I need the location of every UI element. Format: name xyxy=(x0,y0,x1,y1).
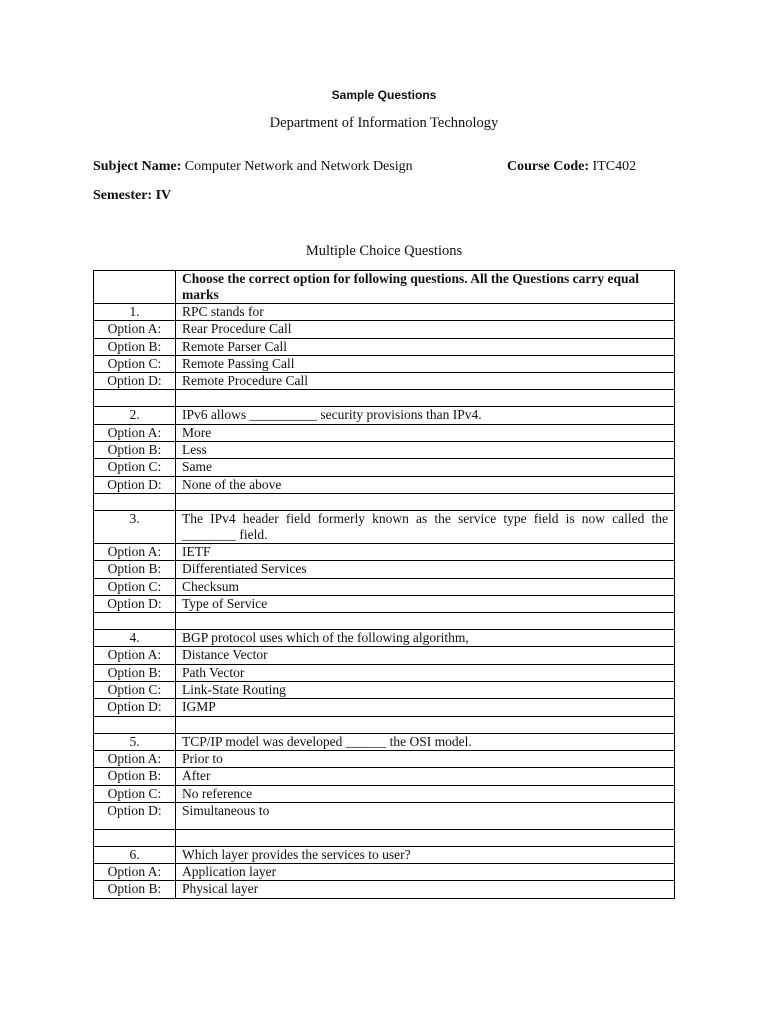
option-row xyxy=(94,699,675,716)
option-label: Option B: xyxy=(94,664,176,681)
option-label: Option B: xyxy=(94,442,176,459)
question-row xyxy=(94,510,675,543)
option-text: More xyxy=(176,424,675,441)
option-label: Option D: xyxy=(94,595,176,612)
question-number: 1. xyxy=(94,304,176,321)
option-text: Rear Procedure Call xyxy=(176,321,675,338)
option-text: Simultaneous to xyxy=(176,802,675,829)
option-label: Option D: xyxy=(94,699,176,716)
option-row xyxy=(94,785,675,802)
option-label: Option B: xyxy=(94,561,176,578)
option-row xyxy=(94,561,675,578)
option-label: Option C: xyxy=(94,578,176,595)
option-text: Same xyxy=(176,459,675,476)
question-row xyxy=(94,846,675,863)
spacer-row xyxy=(94,613,675,630)
option-row xyxy=(94,881,675,898)
option-text: Physical layer xyxy=(176,881,675,898)
option-row xyxy=(94,578,675,595)
empty-cell xyxy=(94,613,176,630)
option-row xyxy=(94,459,675,476)
option-label: Option D: xyxy=(94,373,176,390)
option-label: Option A: xyxy=(94,750,176,767)
course-code-value: ITC402 xyxy=(592,159,637,174)
spacer-row xyxy=(94,829,675,846)
option-text: Remote Parser Call xyxy=(176,338,675,355)
empty-cell xyxy=(176,829,675,846)
semester-value: IV xyxy=(155,188,172,203)
question-text: BGP protocol uses which of the following algorithm, xyxy=(176,630,675,647)
question-number: 3. xyxy=(94,510,176,543)
option-text: Type of Service xyxy=(176,595,675,612)
question-text: RPC stands for xyxy=(176,304,675,321)
option-label: Option B: xyxy=(94,881,176,898)
subject-value: Computer Network and Network Design xyxy=(184,159,413,174)
question-row xyxy=(94,407,675,424)
empty-cell xyxy=(94,716,176,733)
option-text: Path Vector xyxy=(176,664,675,681)
course-code-line xyxy=(507,159,636,175)
option-label: Option C: xyxy=(94,785,176,802)
empty-cell xyxy=(176,613,675,630)
option-text: Remote Procedure Call xyxy=(176,373,675,390)
question-number: 5. xyxy=(94,733,176,750)
option-label: Option D: xyxy=(94,476,176,493)
option-row xyxy=(94,476,675,493)
option-row xyxy=(94,442,675,459)
option-row xyxy=(94,424,675,441)
option-label: Option C: xyxy=(94,682,176,699)
semester-label: Semester: xyxy=(93,188,153,203)
question-text: Which layer provides the services to user? xyxy=(176,846,675,863)
empty-cell xyxy=(176,493,675,510)
option-text: Application layer xyxy=(176,864,675,881)
option-label: Option A: xyxy=(94,864,176,881)
option-row xyxy=(94,664,675,681)
option-label: Option D: xyxy=(94,802,176,829)
option-text: None of the above xyxy=(176,476,675,493)
option-text: Remote Passing Call xyxy=(176,355,675,372)
section-title: Multiple Choice Questions xyxy=(305,243,463,259)
option-row xyxy=(94,864,675,881)
option-row xyxy=(94,543,675,560)
empty-cell xyxy=(94,390,176,407)
option-text: No reference xyxy=(176,785,675,802)
spacer-row xyxy=(94,716,675,733)
empty-cell xyxy=(176,390,675,407)
option-text: After xyxy=(176,768,675,785)
page-title: Sample Questions xyxy=(331,88,437,102)
option-row xyxy=(94,355,675,372)
option-label: Option C: xyxy=(94,355,176,372)
option-text: IETF xyxy=(176,543,675,560)
question-text: The IPv4 header field formerly known as the service type field is now called the ________ field. xyxy=(176,510,675,543)
option-label: Option B: xyxy=(94,768,176,785)
spacer-row xyxy=(94,390,675,407)
option-row xyxy=(94,595,675,612)
empty-cell xyxy=(176,716,675,733)
option-label: Option A: xyxy=(94,424,176,441)
option-text: Distance Vector xyxy=(176,647,675,664)
option-text: Less xyxy=(176,442,675,459)
semester-line xyxy=(93,188,171,204)
option-text: Checksum xyxy=(176,578,675,595)
questions-table xyxy=(93,270,675,899)
option-row xyxy=(94,768,675,785)
question-number: 2. xyxy=(94,407,176,424)
option-label: Option B: xyxy=(94,338,176,355)
question-row xyxy=(94,304,675,321)
question-row xyxy=(94,733,675,750)
question-text: TCP/IP model was developed ______ the OSI model. xyxy=(176,733,675,750)
option-row xyxy=(94,647,675,664)
question-text: IPv6 allows __________ security provisions than IPv4. xyxy=(176,407,675,424)
option-row xyxy=(94,321,675,338)
option-text: IGMP xyxy=(176,699,675,716)
option-row xyxy=(94,802,675,829)
empty-cell xyxy=(94,493,176,510)
option-row xyxy=(94,750,675,767)
option-row xyxy=(94,373,675,390)
course-code-label: Course Code: xyxy=(507,159,590,174)
instruction-number-cell xyxy=(94,271,176,304)
instruction-cell: Choose the correct option for following questions. All the Questions carry equal marks xyxy=(176,271,675,304)
option-text: Differentiated Services xyxy=(176,561,675,578)
option-label: Option A: xyxy=(94,321,176,338)
spacer-row xyxy=(94,493,675,510)
subject-line xyxy=(93,159,413,175)
department-heading: Department of Information Technology xyxy=(269,115,499,131)
option-label: Option A: xyxy=(94,647,176,664)
option-row xyxy=(94,338,675,355)
question-number: 4. xyxy=(94,630,176,647)
question-row xyxy=(94,630,675,647)
instruction-row xyxy=(94,271,675,304)
empty-cell xyxy=(94,829,176,846)
option-row xyxy=(94,682,675,699)
option-text: Link-State Routing xyxy=(176,682,675,699)
option-text: Prior to xyxy=(176,750,675,767)
option-label: Option A: xyxy=(94,543,176,560)
question-number: 6. xyxy=(94,846,176,863)
subject-label: Subject Name: xyxy=(93,159,182,174)
option-label: Option C: xyxy=(94,459,176,476)
